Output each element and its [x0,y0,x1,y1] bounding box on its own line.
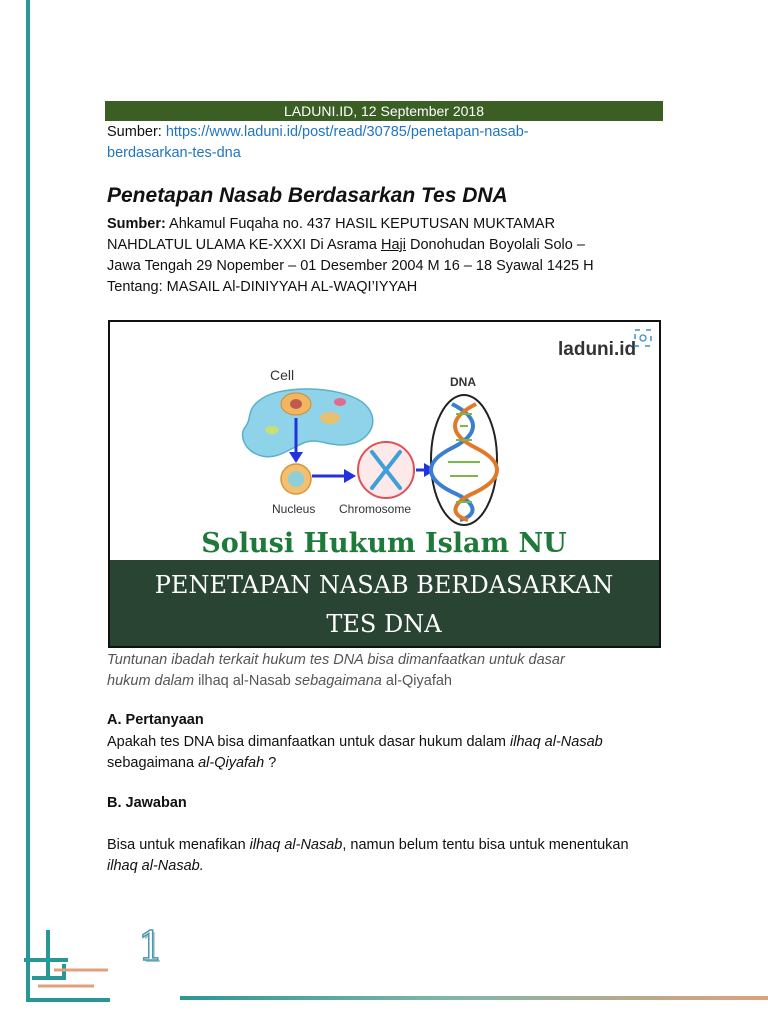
article-figure [108,320,661,648]
label-nucleus: Nucleus [272,502,316,516]
source-link[interactable]: https://www.laduni.id/post/read/30785/penetapan-nasab- berdasarkan-tes-dna [107,124,529,161]
label-dna: DNA [450,375,476,389]
label-cell: Cell [270,367,295,383]
question-text: Apakah tes DNA bisa dimanfaatkan untuk dasar hukum dalam ilhaq al-Nasab sebagaimana al-Qiyafah ? [107,734,603,771]
page-number: 1 [138,924,164,970]
scan-icon [635,330,651,346]
article-meta: Sumber: Ahkamul Fuqaha no. 437 HASIL KEPUTUSAN MUKTAMAR NAHDLATUL ULAMA KE-XXXI Di Asrama Haji Donohudan Boyolali Solo – Jawa Tengah 29 Nopember – 01 Desember 2004 M 16 – 18 Syawal 1425 H Tentang: MASAIL Al-DINIYYAH AL-WAQI’IYYAH [107,216,594,295]
figure-banner [110,560,659,646]
meta-label: Sumber: [107,216,166,232]
question-heading: A. Pertanyaan [107,712,204,728]
laduni-logo: laduni.id [558,339,637,360]
footer-line [180,996,768,1000]
figure-caption: Tuntunan ibadah terkait hukum tes DNA bisa dimanfaatkan untuk dasar hukum dalam ilhaq al-Nasab sebagaimana al-Qiyafah [107,652,565,689]
label-chromosome: Chromosome [339,502,412,516]
arrow-down-head [289,452,303,463]
source-label: Sumber: [107,124,166,140]
organelle [334,398,346,406]
organelle [265,426,279,434]
figure-illustration [110,322,659,560]
arrow-right-1-head [344,469,356,483]
banner-line-1: PENETAPAN NASAB BERDASARKAN [154,571,614,599]
source-line [107,122,647,164]
organelle [320,412,340,424]
article-title: Penetapan Nasab Berdasarkan Tes DNA [107,184,508,207]
corner-decoration [24,924,114,1004]
date-banner: LADUNI.ID, 12 September 2018 [105,101,663,121]
scan-icon-dot [640,335,646,341]
banner-line-2: TES DNA [326,610,442,638]
page-left-border [26,0,30,1000]
dna-diagram [110,322,659,560]
cell-nucleolus [290,399,302,409]
answer-text: Bisa untuk menafikan ilhaq al-Nasab, namun belum tentu bisa untuk menentukan ilhaq al-Nasab. [107,837,629,874]
figure-subtitle: Solusi Hukum Islam NU [201,528,567,559]
answer-heading: B. Jawaban [107,795,187,811]
nucleus-inner [288,471,304,487]
